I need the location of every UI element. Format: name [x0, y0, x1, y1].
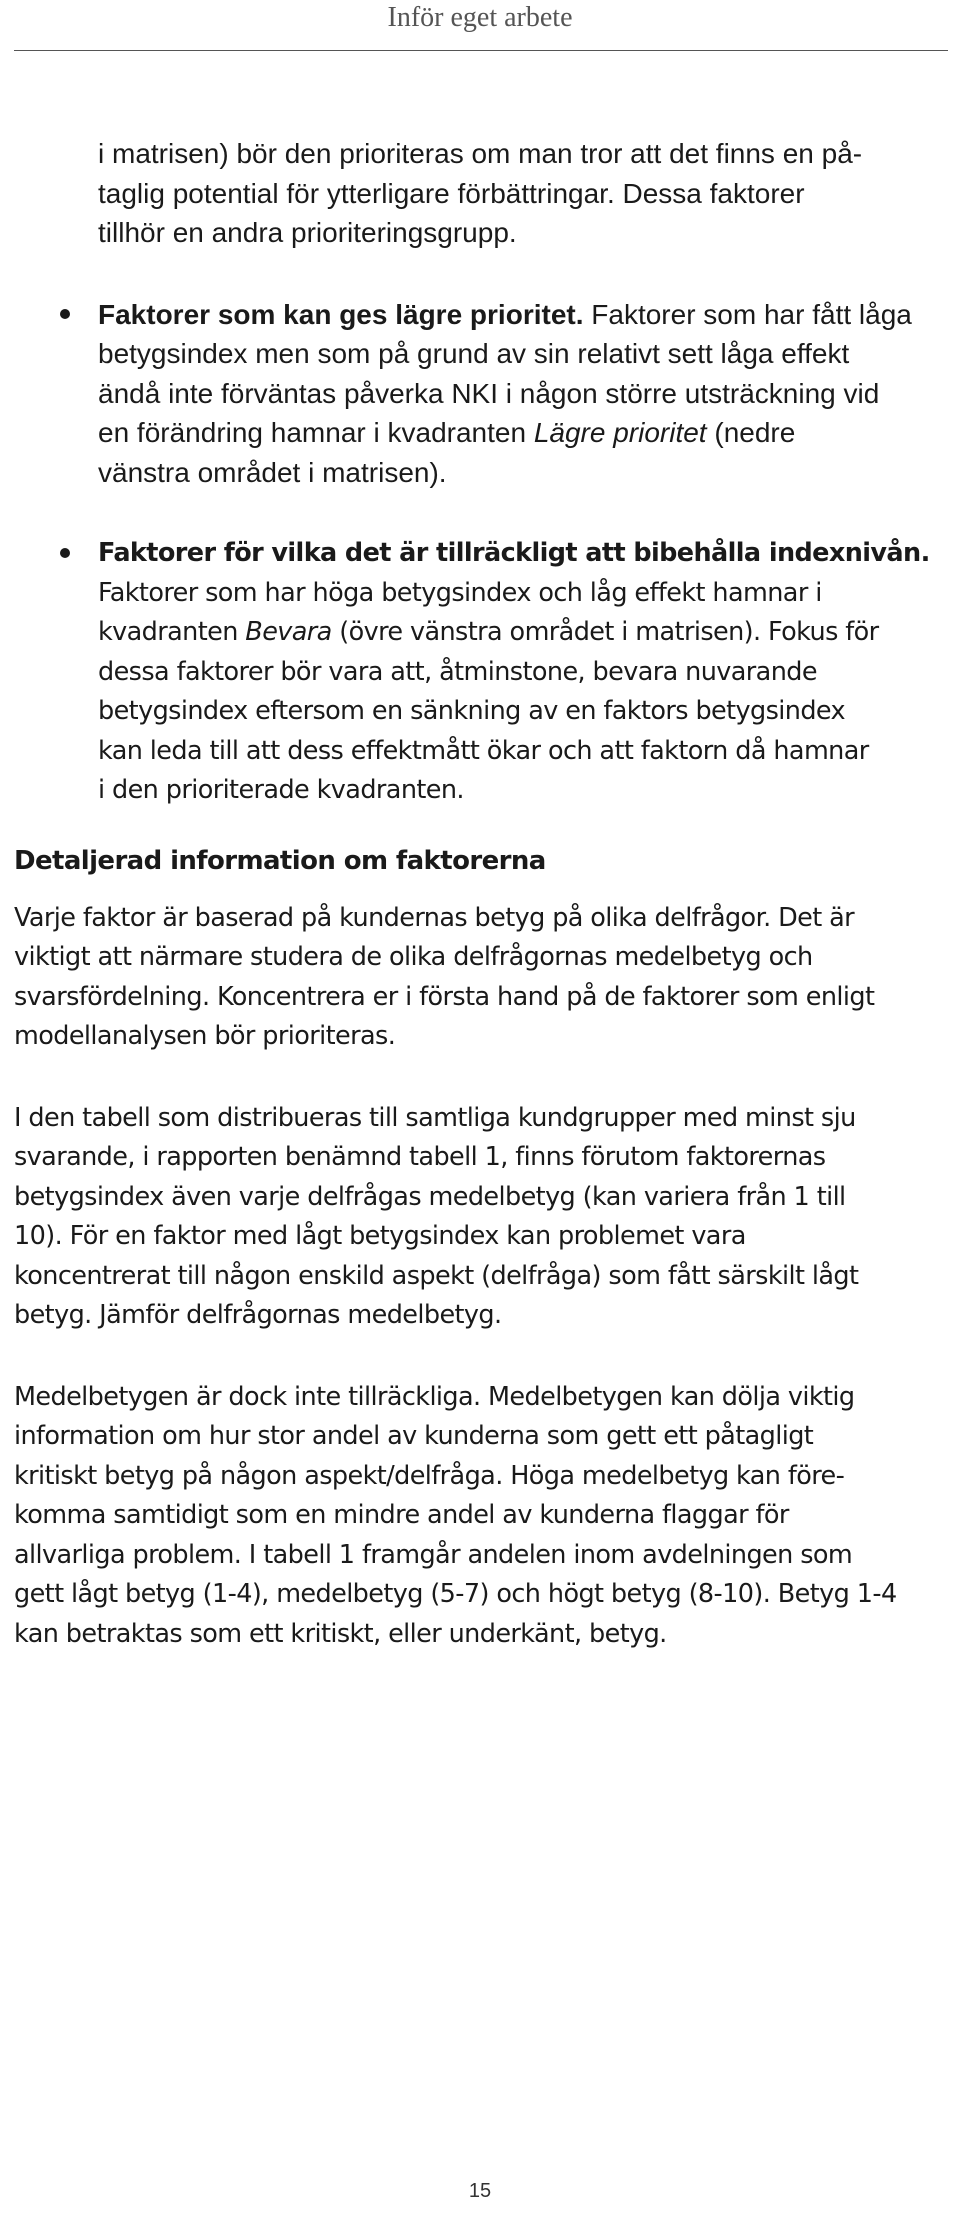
bullet-text: (övre vänstra området i matrisen). Fokus för: [331, 617, 879, 647]
paragraph-line: Medelbetygen är dock inte tillräckliga. Medelbetygen kan dölja viktig: [14, 1381, 855, 1412]
paragraph-line: gett lågt betyg (1-4), medelbetyg (5-7) och högt betyg (8-10). Betyg 1-4: [14, 1579, 897, 1609]
bullet-text: i den prioriterade kvadranten.: [98, 775, 464, 805]
bullet-maintain-index: [14, 534, 948, 811]
bullet-text: ändå inte förväntas påverka NKI i någon större utsträckning vid: [98, 377, 880, 409]
bullet-icon: [60, 548, 70, 558]
bullet-text: (nedre: [706, 417, 796, 448]
bullet-text: vänstra området i matrisen).: [98, 456, 447, 488]
bullet-text: betygsindex eftersom en sänkning av en faktors betygsindex: [98, 696, 846, 726]
intro-line: tillhör en andra prioriteringsgrupp.: [98, 217, 517, 248]
intro-line: i matrisen) bör den prioriteras om man tror att det finns en på-: [98, 138, 863, 169]
paragraph-factors: [14, 899, 948, 1057]
bullet-icon: [60, 309, 70, 319]
quadrant-name: Lägre prioritet: [533, 417, 707, 448]
page-body: [14, 134, 948, 1654]
quadrant-name: Bevara: [245, 617, 332, 647]
paragraph-line: betyg. Jämför delfrågornas medelbetyg.: [14, 1300, 502, 1330]
bullet-text: kvadranten: [98, 617, 246, 647]
bullet-text: betygsindex men som på grund av sin relativt sett låga effekt: [98, 338, 850, 369]
bullet-text: kan leda till att dess effektmått ökar och att faktorn då hamnar: [98, 735, 869, 766]
intro-line: taglig potential för ytterligare förbättringar. Dessa faktorer: [98, 177, 805, 209]
paragraph-averages: [14, 1378, 948, 1655]
bullet-text: en förändring hamnar i kvadranten: [98, 417, 534, 448]
paragraph-line: modellanalysen bör prioriteras.: [14, 1021, 396, 1051]
paragraph-line: kan betraktas som ett kritiskt, eller underkänt, betyg.: [14, 1618, 667, 1649]
paragraph-line: svarsfördelning. Koncentrera er i första hand på de faktorer som enligt: [14, 981, 875, 1012]
bullet-text: Faktorer som har höga betygsindex och låg effekt hamnar i: [98, 577, 822, 608]
paragraph-line: Varje faktor är baserad på kundernas betyg på olika delfrågor. Det är: [14, 902, 855, 933]
paragraph-line: allvarliga problem. I tabell 1 framgår andelen inom avdelningen som: [14, 1539, 853, 1570]
paragraph-line: komma samtidigt som en mindre andel av kunderna flaggar för: [14, 1500, 789, 1530]
page-number: 15: [468, 2180, 492, 2202]
paragraph-line: 10). För en faktor med lågt betygsindex kan problemet vara: [14, 1221, 746, 1251]
paragraph-line: betygsindex även varje delfrågas medelbetyg (kan variera från 1 till: [14, 1181, 846, 1212]
bullet-text: Faktorer som har fått låga: [583, 298, 912, 330]
paragraph-line: kritiskt betyg på någon aspekt/delfråga. Höga medelbetyg kan före-: [14, 1460, 845, 1491]
paragraph-line: viktigt att närmare studera de olika delfrågornas medelbetyg och: [14, 942, 813, 972]
section-heading: Detaljerad information om faktorerna: [14, 845, 546, 876]
paragraph-line: koncentrerat till någon enskild aspekt (delfråga) som fått särskilt lågt: [14, 1260, 859, 1291]
header-rule: [14, 50, 948, 51]
bullet-title: Faktorer för vilka det är tillräckligt att bibehålla indexnivån.: [98, 538, 930, 568]
bullet-title: Faktorer som kan ges lägre prioritet.: [98, 298, 584, 330]
bullet-lower-priority: [14, 295, 948, 493]
paragraph-line: I den tabell som distribueras till samtliga kundgrupper med minst sju: [14, 1102, 856, 1133]
paragraph-table: [14, 1099, 948, 1336]
paragraph-line: information om hur stor andel av kunderna som gett ett påtagligt: [14, 1421, 814, 1451]
paragraph-line: svarande, i rapporten benämnd tabell 1, finns förutom faktorernas: [14, 1142, 826, 1172]
intro-paragraph: [14, 134, 948, 253]
bullet-text: dessa faktorer bör vara att, åtminstone, bevara nuvarande: [98, 656, 817, 687]
running-header-title: Inför eget arbete: [387, 2, 573, 33]
